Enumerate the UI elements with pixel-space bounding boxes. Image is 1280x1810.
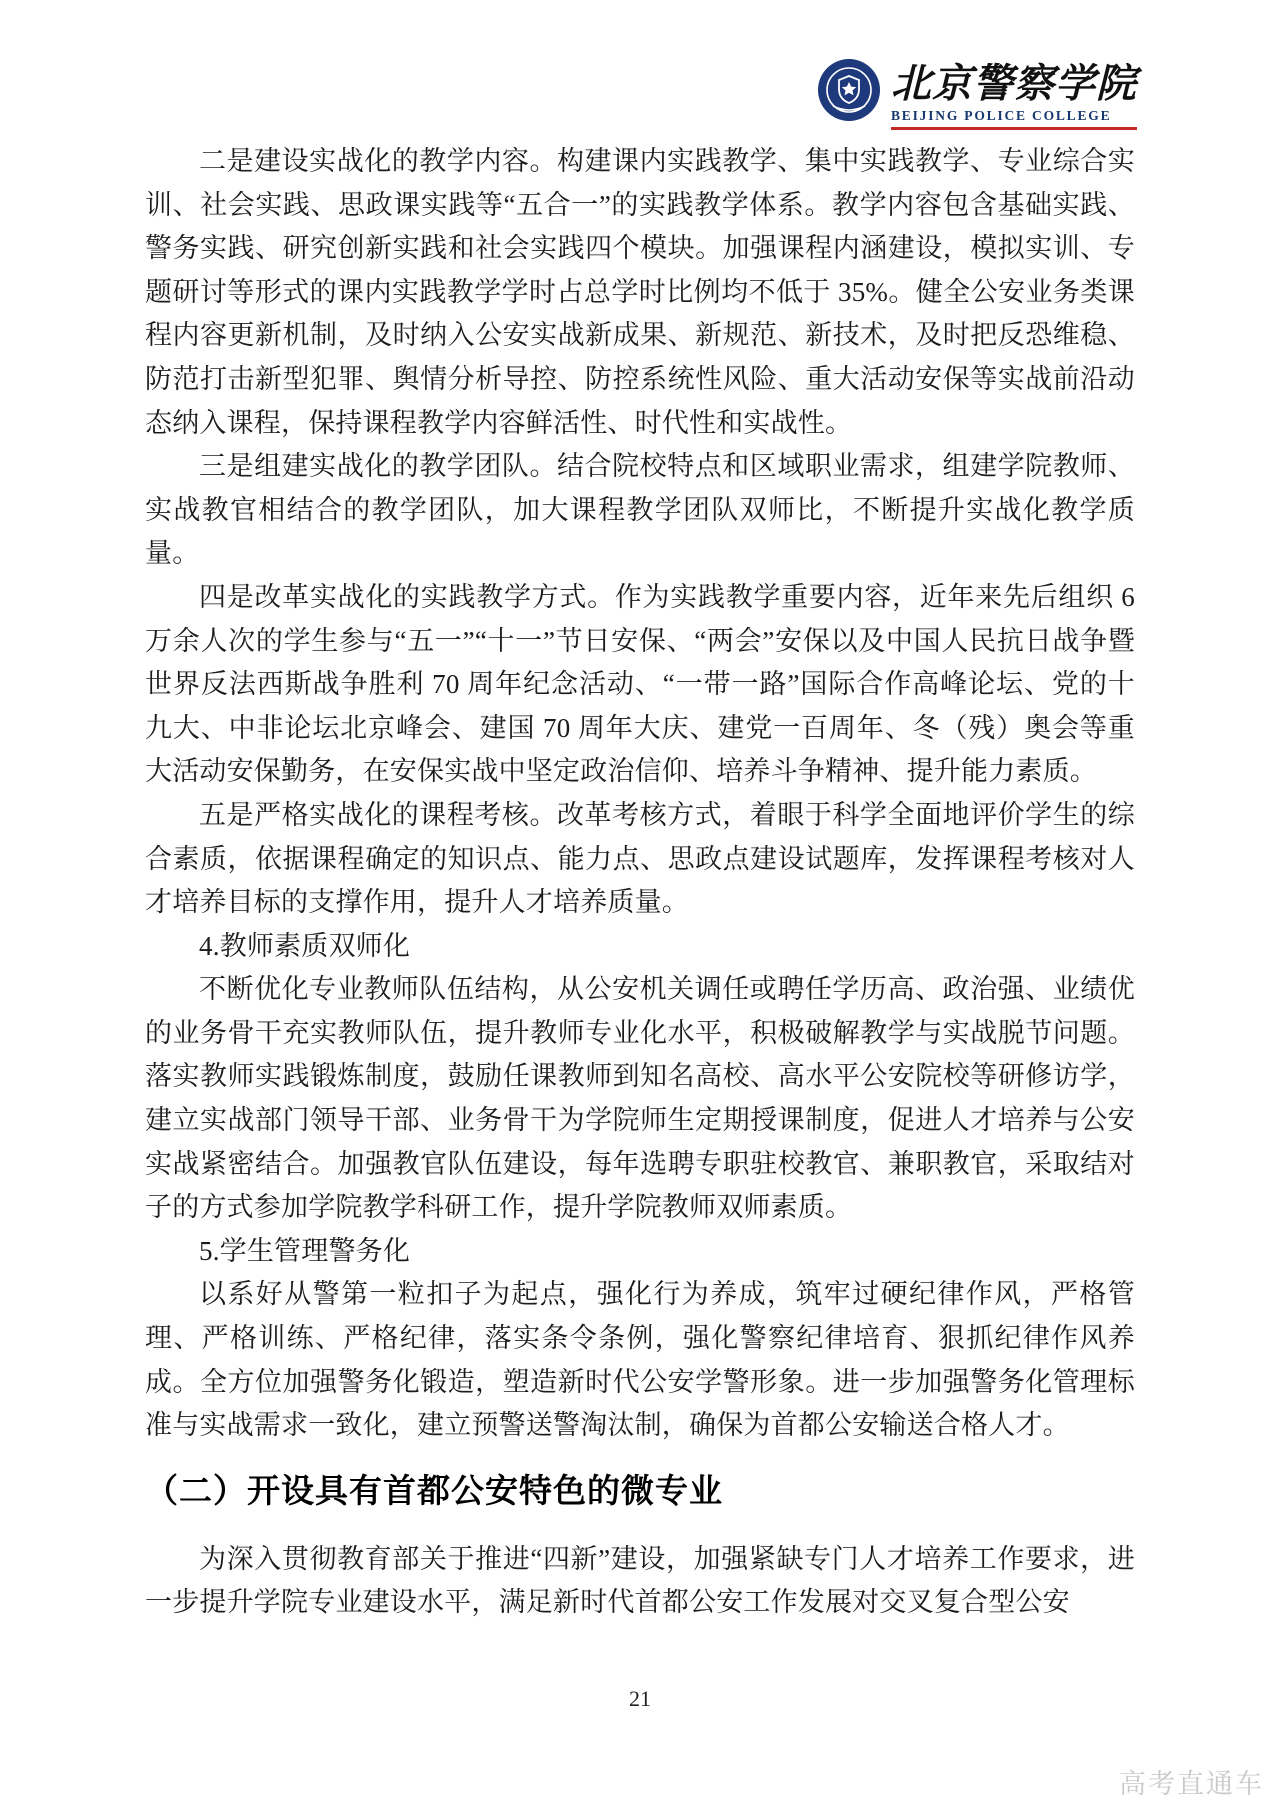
paragraph-student-management: 以系好从警第一粒扣子为起点，强化行为养成，筑牢过硬纪律作风，严格管理、严格训练、严格纪律，落实条令条例，强化警察纪律培育、狠抓纪律作风养成。全方位加强警务化锻造，塑造新时代公安学警形象。进一步加强警务化管理标准与实战需求一致化，建立预警送警淘汰制，确保为首都公安输送合格人才。 — [145, 1279, 1135, 1441]
section-heading-micro-major: （二）开设具有首都公安特色的微专业 — [145, 1471, 723, 1509]
paragraph-teaching-method: 四是改革实战化的实践教学方式。作为实践教学重要内容，近年来先后组织 6 万余人次的学生参与“五一”“十一”节日安保、“两会”安保以及中国人民抗日战争暨世界反法西斯战争胜利 70 周年纪念活动、“一带一路”国际合作高峰论坛、党的十九大、中非论坛北京峰会、建国 70 周年大庆、建党一百周年、冬（残）奥会等重大活动安保勤务，在安保实战中坚定政治信仰、培养斗争精神、提升能力素质。 — [145, 581, 1135, 787]
logo-red-rule — [891, 127, 1137, 130]
paragraph-teacher-quality: 不断优化专业教师队伍结构，从公安机关调任或聘任学历高、政治强、业绩优的业务骨干充实教师队伍，提升教师专业化水平，积极破解教学与实战脱节问题。落实教师实践锻炼制度，鼓励任课教师到知名高校、高水平公安院校等研修访学，建立实战部门领导干部、业务骨干为学院师生定期授课制度，促进人才培养与公安实战紧密结合。加强教官队伍建设，每年选聘专职驻校教官、兼职教官，采取结对子的方式参加学院教学科研工作，提升学院教师双师素质。 — [145, 974, 1135, 1223]
paragraph-teaching-content: 二是建设实战化的教学内容。构建课内实践教学、集中实践教学、专业综合实训、社会实践、思政课实践等“五合一”的实践教学体系。教学内容包含基础实践、警务实践、研究创新实践和社会实践四个模块。加强课程内涵建设，模拟实训、专题研讨等形式的课内实践教学学时占总学时比例均不低于 35%。健全公安业务类课程内容更新机制，及时纳入公安实战新成果、新规范、新技术，及时把反恐维稳、防范打击新型犯罪、舆情分析导控、防控系统性风险、重大活动安保等实战前沿动态纳入课程，保持课程教学内容鲜活性、时代性和实战性。 — [145, 146, 1135, 438]
college-badge-icon — [817, 58, 881, 122]
paragraph-teaching-team: 三是组建实战化的教学团队。结合院校特点和区域职业需求，组建学院教师、实战教官相结合的教学团队，加大课程教学团队双师比，不断提升实战化教学质量。 — [145, 451, 1135, 569]
subheading-teacher-quality: 4.教师素质双师化 — [199, 930, 411, 961]
paragraph-course-assessment: 五是严格实战化的课程考核。改革考核方式，着眼于科学全面地评价学生的综合素质，依据课程确定的知识点、能力点、思政点建设试题库，发挥课程考核对人才培养目标的支撑作用，提升人才培养质量。 — [145, 799, 1135, 918]
college-name-cn: 北京警察学院 — [891, 61, 1137, 106]
college-logo-text — [891, 58, 1137, 130]
document-body — [145, 140, 1135, 1625]
paragraph-micro-major-intro: 为深入贯彻教育部关于推进“四新”建设，加强紧缺专门人才培养工作要求，进一步提升学院专业建设水平，满足新时代首都公安工作发展对交叉复合型公安 — [145, 1543, 1135, 1618]
watermark-text: 高考直通车 — [1119, 1769, 1264, 1799]
college-name-en: BEIJING POLICE COLLEGE — [891, 108, 1112, 123]
subheading-student-management: 5.学生管理警务化 — [199, 1235, 411, 1266]
page-number: 21 — [629, 1686, 651, 1711]
college-logo — [817, 58, 1137, 130]
